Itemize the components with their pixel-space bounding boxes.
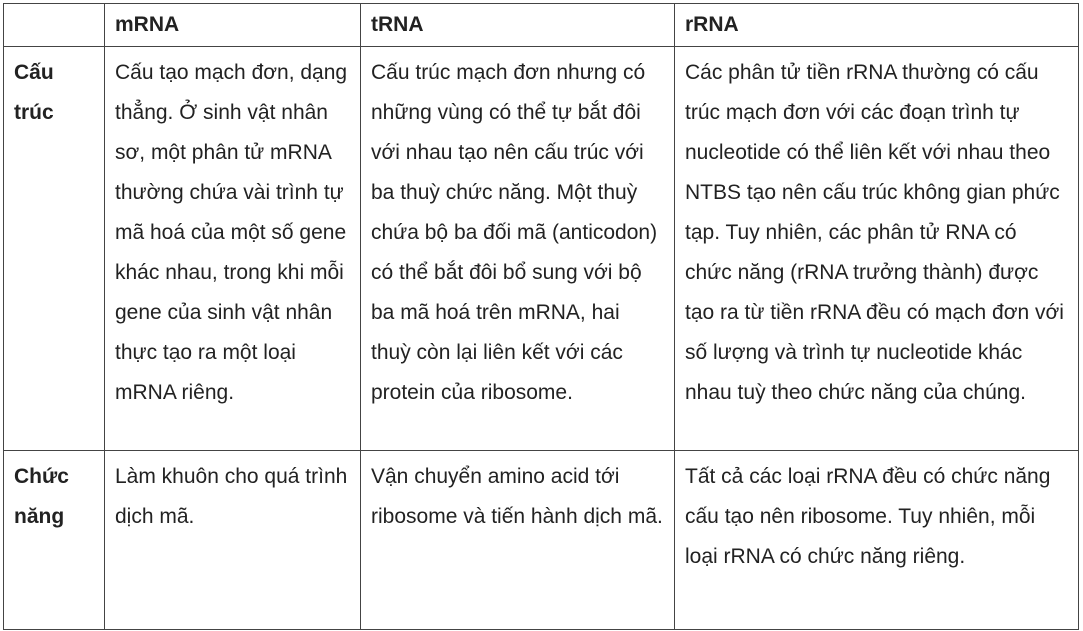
header-row	[4, 4, 1079, 47]
row-label-function: Chức năng	[4, 451, 105, 630]
header-rrna: rRNA	[675, 4, 1079, 47]
rna-comparison-table	[3, 3, 1079, 630]
header-empty-cell	[4, 4, 105, 47]
cell-function-trna: Vận chuyển amino acid tới ribosome và tiến hành dịch mã.	[361, 451, 675, 630]
cell-function-rrna: Tất cả các loại rRNA đều có chức năng cấu tạo nên ribosome. Tuy nhiên, mỗi loại rRNA có chức năng riêng.	[675, 451, 1079, 630]
cell-structure-trna: Cấu trúc mạch đơn nhưng có những vùng có thể tự bắt đôi với nhau tạo nên cấu trúc với ba thuỳ chức năng. Một thuỳ chứa bộ ba đối mã (anticodon) có thể bắt đôi bổ sung với bộ ba mã hoá trên mRNA, hai thuỳ còn lại liên kết với các protein của ribosome.	[361, 47, 675, 451]
header-trna: tRNA	[361, 4, 675, 47]
row-label-structure: Cấu trúc	[4, 47, 105, 451]
cell-structure-rrna: Các phân tử tiền rRNA thường có cấu trúc mạch đơn với các đoạn trình tự nucleotide có thể liên kết với nhau theo NTBS tạo nên cấu trúc không gian phức tạp. Tuy nhiên, các phân tử RNA có chức năng (rRNA trưởng thành) được tạo ra từ tiền rRNA đều có mạch đơn với số lượng và trình tự nucleotide khác nhau tuỳ theo chức năng của chúng.	[675, 47, 1079, 451]
table-row-structure	[4, 47, 1079, 451]
table-row-function	[4, 451, 1079, 630]
header-mrna: mRNA	[105, 4, 361, 47]
cell-function-mrna: Làm khuôn cho quá trình dịch mã.	[105, 451, 361, 630]
cell-structure-mrna: Cấu tạo mạch đơn, dạng thẳng. Ở sinh vật nhân sơ, một phân tử mRNA thường chứa vài trình tự mã hoá của một số gene khác nhau, trong khi mỗi gene của sinh vật nhân thực tạo ra một loại mRNA riêng.	[105, 47, 361, 451]
